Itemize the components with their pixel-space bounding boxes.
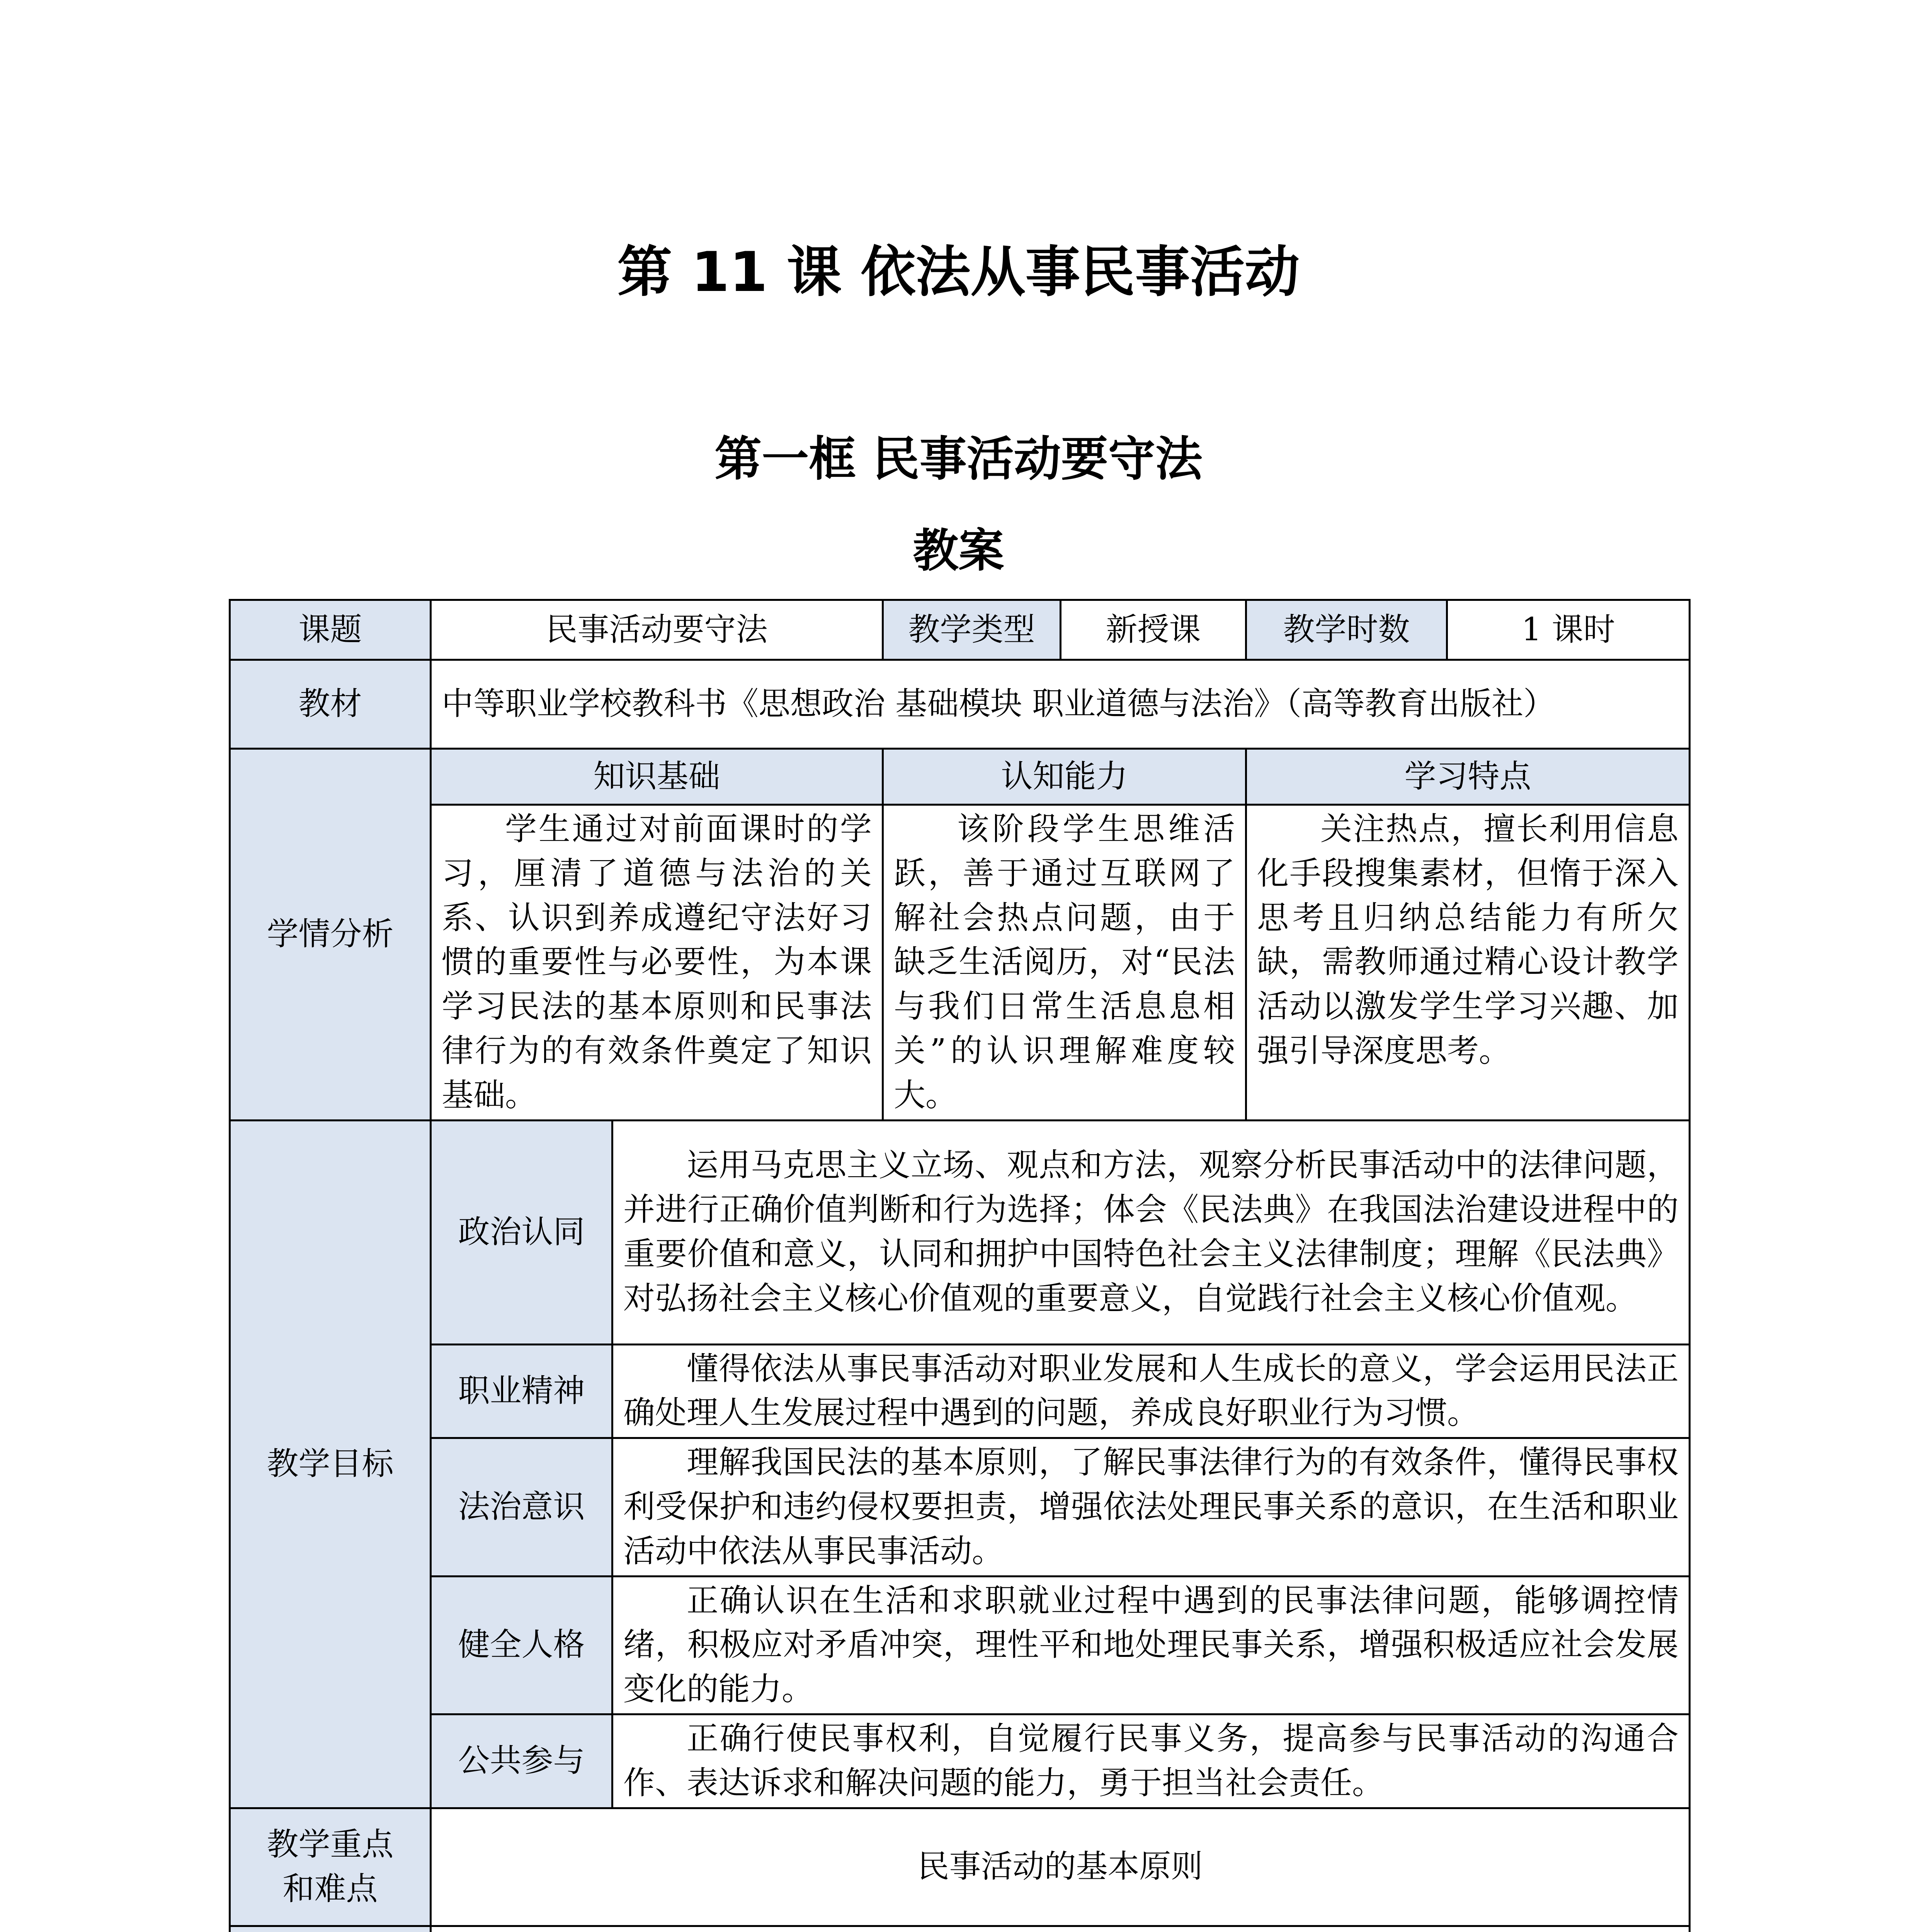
methods-value [431, 1926, 1690, 1932]
analysis-cognition-text: 该阶段学生思维活跃，善于通过互联网了解社会热点问题，由于缺乏生活阅历，对“民法与我们日常生活息息相关”的认识理解难度较大。 [883, 805, 1246, 1121]
table-row-objective [230, 1714, 1690, 1808]
lesson-title: 第 11 课 依法从事民事活动 [617, 240, 1300, 304]
table-row-objective [230, 1344, 1690, 1438]
textbook-value: 中等职业学校教科书《思想政治 基础模块 职业道德与法治》（高等教育出版社） [431, 660, 1690, 749]
analysis-traits-text: 关注热点，擅长利用信息化手段搜集素材，但惰于深入思考且归纳总结能力有所欠缺，需教师通过精心设计教学活动以激发学生学习兴趣、加强引导深度思考。 [1246, 805, 1690, 1121]
analysis-header-knowledge: 知识基础 [431, 749, 883, 805]
objective-text: 懂得依法从事民事活动对职业发展和人生成长的意义，学会运用民法正确处理人生发展过程中遇到的问题，养成良好职业行为习惯。 [612, 1344, 1690, 1438]
analysis-header-cognition: 认知能力 [883, 749, 1246, 805]
type-value: 新授课 [1061, 600, 1246, 660]
key-points-value: 民事活动的基本原则 [431, 1808, 1690, 1926]
lesson-plan-table [229, 599, 1691, 1932]
type-label: 教学类型 [883, 600, 1061, 660]
analysis-header-traits: 学习特点 [1246, 749, 1690, 805]
methods-label [230, 1926, 431, 1932]
objective-name: 健全人格 [431, 1576, 612, 1714]
topic-label: 课题 [230, 600, 431, 660]
objective-text: 正确行使民事权利，自觉履行民事义务，提高参与民事活动的沟通合作、表达诉求和解决问题的能力，勇于担当社会责任。 [612, 1714, 1690, 1808]
analysis-label: 学情分析 [230, 749, 431, 1121]
table-row-objective [230, 1438, 1690, 1576]
table-row-key-points [230, 1808, 1690, 1926]
objective-text: 运用马克思主义立场、观点和方法，观察分析民事活动中的法律问题，并进行正确价值判断和行为选择；体会《民法典》在我国法治建设进程中的重要价值和意义，认同和拥护中国特色社会主义法律制度；理解《民法典》对弘扬社会主义核心价值观的重要意义，自觉践行社会主义核心价值观。 [612, 1120, 1690, 1344]
table-row-topic [230, 600, 1690, 660]
objective-text: 理解我国民法的基本原则，了解民事法律行为的有效条件，懂得民事权利受保护和违约侵权要担责，增强依法处理民事关系的意识，在生活和职业活动中依法从事民事活动。 [612, 1438, 1690, 1576]
section-subtitle: 第一框 民事活动要守法 [714, 432, 1203, 486]
objective-name: 政治认同 [431, 1120, 612, 1344]
objective-name: 公共参与 [431, 1714, 612, 1808]
table-row-objective [230, 1576, 1690, 1714]
objective-name: 法治意识 [431, 1438, 612, 1576]
key-points-label: 教学重点 和难点 [230, 1808, 431, 1926]
hours-value: 1 课时 [1447, 600, 1690, 660]
objective-text: 正确认识在生活和求职就业过程中遇到的民事法律问题，能够调控情绪，积极应对矛盾冲突，理性平和地处理民事关系，增强积极适应社会发展变化的能力。 [612, 1576, 1690, 1714]
hours-label: 教学时数 [1246, 600, 1447, 660]
doc-type-heading: 教案 [913, 524, 1004, 577]
table-row-analysis-headers [230, 749, 1690, 805]
analysis-knowledge-text: 学生通过对前面课时的学习，厘清了道德与法治的关系、认识到养成遵纪守法好习惯的重要性与必要性，为本课学习民法的基本原则和民事法律行为的有效条件奠定了知识基础。 [431, 805, 883, 1121]
table-row-textbook [230, 660, 1690, 749]
textbook-label: 教材 [230, 660, 431, 749]
table-row-methods [230, 1926, 1690, 1932]
objectives-label: 教学目标 [230, 1120, 431, 1808]
table-row-analysis-content [230, 805, 1690, 1121]
objective-name: 职业精神 [431, 1344, 612, 1438]
topic-value: 民事活动要守法 [431, 600, 883, 660]
table-row-objective [230, 1120, 1690, 1344]
